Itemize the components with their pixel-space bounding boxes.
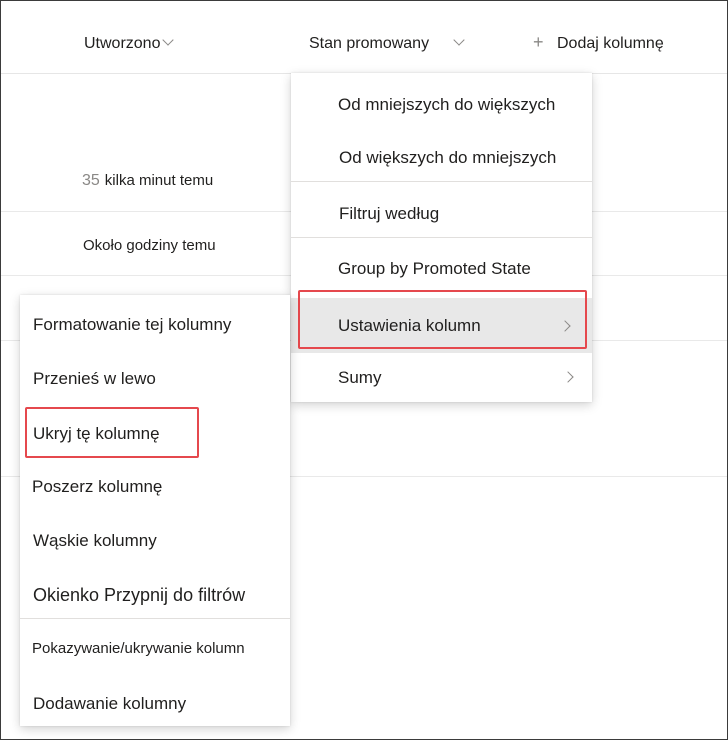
menu-item-label: Filtruj według [339,204,440,223]
highlight-box-column-settings [298,290,587,349]
menu-divider [291,237,592,238]
menu-divider [291,181,592,182]
menu-item-label: Od większych do mniejszych [339,148,557,167]
menu-item-label: Od mniejszych do większych [338,95,556,114]
menu-item-sort-ascending[interactable] [291,85,592,125]
menu-item-label: Okienko Przypnij do filtrów [33,584,246,605]
menu-item-label: Ustawienia kolumn [338,315,481,335]
highlight-box-hide-column [25,407,199,458]
created-value: kilka minut temu [104,172,214,189]
list-item[interactable] [83,237,216,254]
column-header-promoted-state[interactable] [309,35,463,53]
list-header-row [1,1,727,74]
menu-item-label: Formatowanie tej kolumny [33,315,232,334]
add-column-label: Dodaj kolumnę [557,35,664,52]
menu-item-totals[interactable] [291,358,592,398]
menu-item-show-hide-columns[interactable] [20,628,290,668]
created-value: Około godziny temu [83,237,216,254]
menu-item-label: Wąskie kolumny [33,531,157,550]
column-settings-submenu [20,295,290,726]
add-column-button[interactable] [557,35,664,53]
row-number: 35 [82,172,100,189]
menu-item-group-by[interactable] [291,249,592,289]
menu-item-label: Ukryj tę kolumnę [33,424,160,443]
menu-item-pin-to-filters[interactable] [20,575,290,615]
chevron-right-icon [562,371,573,382]
column-context-menu [291,73,592,402]
menu-item-widen-column[interactable] [20,467,290,507]
menu-divider [20,618,290,619]
menu-item-narrow-columns[interactable] [20,521,290,561]
list-item[interactable] [82,172,213,190]
plus-icon[interactable]: + [533,32,544,52]
chevron-down-icon[interactable] [163,34,174,45]
menu-item-label: Dodawanie kolumny [33,694,187,713]
menu-item-label: Group by Promoted State [338,259,531,278]
menu-item-add-column[interactable] [20,684,290,724]
menu-item-sort-descending[interactable] [291,138,592,178]
menu-item-label: Przenieś w lewo [33,369,156,388]
menu-item-label: Poszerz kolumnę [32,477,163,496]
column-header-created-label: Utworzono [84,35,161,52]
menu-item-label: Pokazywanie/ukrywanie kolumn [32,639,245,657]
menu-item-filter-by[interactable] [291,194,592,234]
chevron-down-icon[interactable] [453,34,464,45]
menu-item-label: Sumy [338,368,382,387]
column-header-created[interactable] [84,35,172,53]
column-header-promoted-state-label: Stan promowany [309,35,430,52]
menu-item-move-left[interactable] [20,359,290,399]
menu-item-format-column[interactable] [20,305,290,345]
